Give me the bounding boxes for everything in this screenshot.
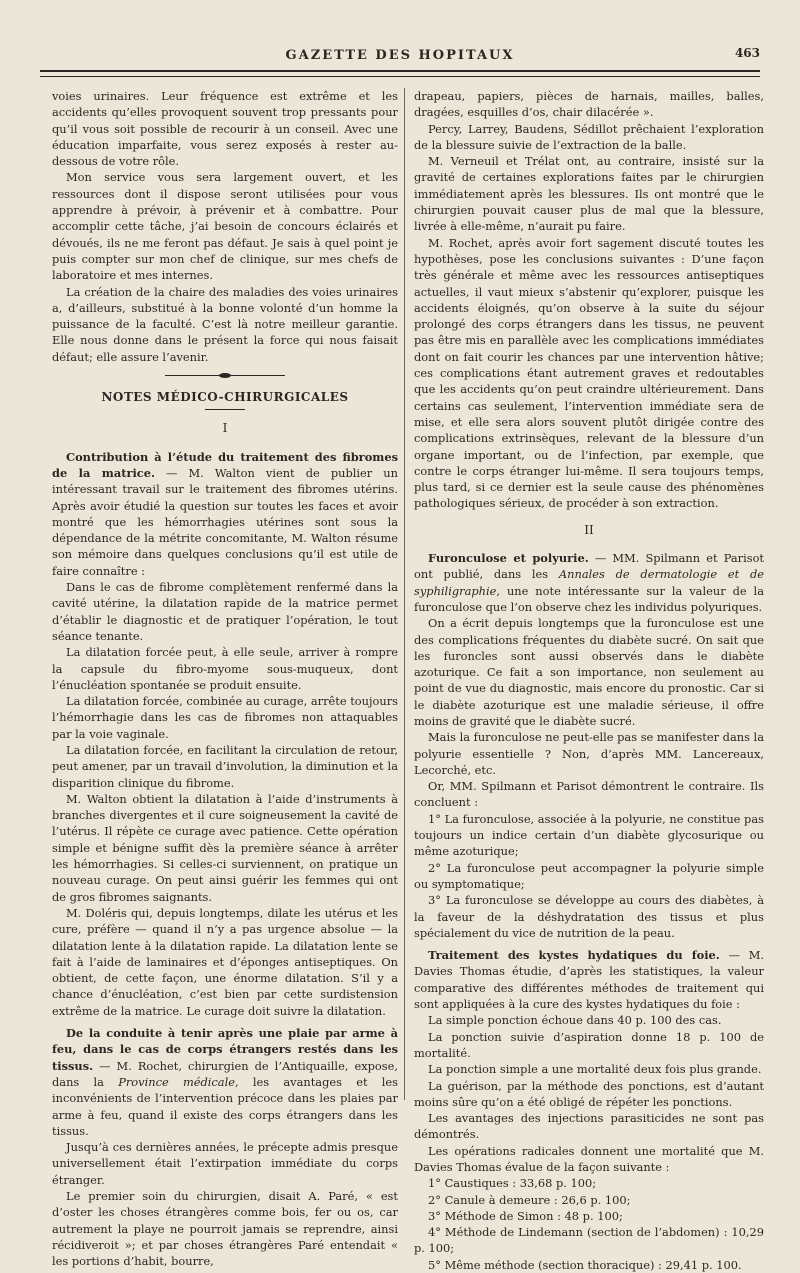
article-title: De la conduite à tenir après une plaie par arme à feu, dans le cas de corps étrangers restés dans les tissus.	[52, 1026, 398, 1073]
mortality-item: 4° Méthode de Lindemann (section de l’abdomen) : 10,29 p. 100;	[414, 1225, 764, 1256]
paragraph: M. Verneuil et Trélat ont, au contraire, insisté sur la gravité de certaines explorations faites par le chirurgien immédiatement après les blessures. Ils ont montré que le chirurgien pouvait causer plus de mal que la blessure, livrée à elle-même, n’aurait pu faire.	[414, 154, 764, 234]
paragraph: Le premier soin du chirurgien, disait A. Paré, « est d’oster les choses étrangères comme bois, fer ou os, car autrement la playe ne pourroit jamais se reprendre, ainsi récidiveroit »; et par choses étrangères Paré entendait « les portions d’habit, bourre,	[52, 1189, 398, 1269]
paragraph: voies urinaires. Leur fréquence est extrême et les accidents qu’elles provoquent souvent trop pressants pour qu’il vous soit possible de recourir à un conseil. Avec une éducation imparfaite, vous serez exposés à rester au-dessous de votre rôle.	[52, 89, 398, 169]
right-column	[414, 88, 764, 1273]
paragraph: La création de la chaire des maladies des voies urinaires a, d’ailleurs, substitué à la bonne volonté d’un homme la puissance de la faculté. C’est là notre meilleur garantie. Elle nous donne dans le présent la force qui nous faisait défaut; elle assure l’avenir.	[52, 284, 398, 364]
conclusion-item: 1° La furonculose, associée à la polyurie, ne constitue pas toujours un indice certain d’un diabète glycosurique ou même azoturique;	[414, 811, 764, 859]
article-lead-cont: , une note intéressante sur la valeur de la furonculose que l’on observe chez les individus polyuriques.	[414, 583, 764, 614]
article-title: Contribution à l’étude du traitement des fibromes de la matrice.	[52, 449, 398, 480]
mortality-item: 3° Méthode de Simon : 48 p. 100;	[428, 1208, 623, 1223]
article-lead: — MM. Spilmann et Parisot ont publié, dans les	[414, 551, 765, 582]
section-number: I	[222, 421, 228, 436]
paragraph: La simple ponction échoue dans 40 p. 100 des cas.	[428, 1013, 722, 1028]
article-lead: — M. Walton vient de publier un intéressant travail sur le traitement des fibromes utérins. Après avoir étudié la question sur toutes les faces et avoir montré que les hémorrhagies utérines sont sous la dépendance de la métrite concomitante, M. Walton résume son mémoire dans quelques conclusions qu’il est utile de faire connaître :	[52, 465, 398, 578]
article-title: Traitement des kystes hydatiques du foie.	[428, 948, 720, 963]
paragraph: Mais la furonculose ne peut-elle pas se manifester dans la polyurie essentielle ? Non, d’après MM. Lancereaux, Lecorché, etc.	[414, 730, 764, 777]
paragraph: M. Walton obtient la dilatation à l’aide d’instruments à branches divergentes et il cure soigneusement la cavité de l’utérus. Il répète ce curage avec patience. Cette opération simple et bénigne suffit dès la première séance à arrêter les hémorrhagies. Si celles-ci surviennent, on pratique un nouveau curage. On peut ainsi guérir les femmes qui ont de gros fibromes saignants.	[52, 791, 398, 904]
section-number: II	[584, 522, 594, 537]
paragraph: La guérison, par la méthode des ponctions, est d’autant moins sûre qu’on a été obligé de répéter les ponctions.	[414, 1078, 764, 1109]
conclusion-item: 2° La furonculose peut accompagner la polyurie simple ou symptomatique;	[414, 860, 764, 891]
section-title: NOTES MÉDICO-CHIRURGICALES	[101, 390, 349, 405]
paragraph: Mon service vous sera largement ouvert, et les ressources dont il dispose seront utilisées pour vous apprendre à prévoir, à prévenir et à combattre. Pour accomplir cette tâche, j’ai besoin de concours éclairés et dévoués, ils ne me feront pas défaut. Je sais à quel point je puis compter sur mon chef de clinique, sur mes chefs de laboratoire et mes internes.	[52, 170, 398, 283]
ornamental-divider	[165, 373, 285, 379]
article-title: Furonculose et polyurie.	[428, 551, 589, 566]
article-kystes	[414, 947, 764, 1012]
paragraph: On a écrit depuis longtemps que la furonculose est une des complications fréquentes du diabète sucré. On sait que les furoncles sont aussi observés dans le diabète azoturique. Ce fait a son importance, non seulement au point de vue du diagnostic, mais encore du pronostic. Car si le diabète azoturique est une maladie sérieuse, il offre moins de gravité que le diabète sucré.	[414, 616, 764, 728]
short-rule	[205, 409, 245, 410]
paragraph: La ponction suivie d’aspiration donne 18 p. 100 de mortalité.	[414, 1029, 764, 1060]
paragraph: drapeau, papiers, pièces de harnais, mailles, balles, dragées, esquilles d’os, chair dilacérée ».	[414, 89, 764, 120]
page-number: 463	[734, 46, 760, 60]
paragraph: Percy, Larrey, Baudens, Sédillot prêchaient l’exploration de la blessure suivie de l’extraction de la balle.	[414, 121, 764, 152]
paragraph: Jusqu’à ces dernières années, le précepte admis presque universellement était l’extirpation immédiate du corps étranger.	[52, 1140, 398, 1187]
paragraph: La dilatation forcée, combinée au curage, arrête toujours l’hémorrhagie dans les cas de fibromes non attaquables par la voie vaginale.	[52, 694, 398, 741]
paragraph: Les opérations radicales donnent une mortalité que M. Davies Thomas évalue de la façon suivante :	[414, 1143, 764, 1174]
paragraph: M. Doléris qui, depuis longtemps, dilate les utérus et les cure, préfère — quand il n’y a pas urgence absolue — la dilatation lente à la dilatation rapide. La dilatation lente se fait à l’aide de laminaires et d’éponges antiseptiques. On obtient, de cette façon, une énorme dilatation. S’il y a chance d’énucléation, c’est bien par cette surdistension extrême de la matrice. Le curage doit suivre la dilatation.	[52, 905, 398, 1018]
paragraph: Dans le cas de fibrome complètement renfermé dans la cavité utérine, la dilatation rapide de la matrice permet d’établir le diagnostic et de pratiquer l’opération, le tout séance tenante.	[52, 580, 398, 643]
article-fibromes	[52, 449, 398, 579]
journal-name: Annales de dermatologie et de syphiligraphie	[414, 567, 764, 598]
header-rule-thick	[40, 70, 760, 72]
paragraph: La dilatation forcée, en facilitant la circulation de retour, peut amener, par un travail d’involution, la diminution et la disparition clinique du fibrome.	[52, 742, 398, 790]
page-header	[40, 44, 760, 84]
column-divider	[404, 88, 405, 1100]
paragraph: Or, MM. Spilmann et Parisot démontrent le contraire. Ils concluent :	[414, 779, 764, 810]
conclusion-item: 3° La furonculose se développe au cours des diabètes, à la faveur de la déshydratation des tissus et plus spécialement du vice de nutrition de la peau.	[414, 893, 764, 940]
article-lead: — M. Rochet, chirurgien de l’Antiquaille, expose, dans la	[52, 1058, 398, 1089]
article-plaie	[52, 1025, 398, 1139]
paragraph: M. Rochet, après avoir fort sagement discuté toutes les hypothèses, pose les conclusions suivantes : D’une façon très générale et même avec les ressources antiseptiques actuelles, il vaut mieux s’abstenir qu’explorer, puisque les accidents éloignés, qu’on observe à la suite du séjour prolongé des corps étrangers dans les tissus, ne peuvent pas être mis en parallèle avec les complications immédiates dont on fait courir les chances par une intervention hâtive; ces complications étant autrement graves et redoutables que les accidents qu’on peut craindre ultérieurement. Dans certains cas seulement, l’intervention immédiate sera de mise, et elle sera alors souvent plutôt dirigée contre des complications extrinsèques, relevant de la blessure d’un organe important, ou de l’infection, par exemple, que contre le corps étranger lui-même. Il sera toujours temps, plus tard, si ce dernier est la seule cause des phénomènes pathologiques sérieux, de procéder à son extraction.	[414, 235, 764, 511]
mortality-item: 5° Même méthode (section thoracique) : 29,41 p. 100.	[428, 1257, 742, 1272]
paragraph: Les avantages des injections parasiticides ne sont pas démontrés.	[414, 1111, 764, 1142]
header-rule-thin	[40, 76, 760, 77]
paragraph: La dilatation forcée peut, à elle seule, arriver à rompre la capsule du fibro-myome sous-muqueux, dont l’énucléation spontanée se produit ensuite.	[52, 645, 398, 692]
article-furonculose	[414, 550, 764, 615]
article-lead-cont: , les avantages et les inconvénients de l’intervention précoce dans les plaies par arme à feu, quand il existe des corps étrangers dans les tissus.	[52, 1074, 398, 1138]
paragraph: La ponction simple a une mortalité deux fois plus grande.	[428, 1062, 762, 1077]
journal-name: Province médicale	[118, 1074, 235, 1089]
left-column	[52, 88, 398, 1269]
mortality-item: 2° Canule à demeure : 26,6 p. 100;	[428, 1192, 631, 1207]
article-lead: — M. Davies Thomas étudie, d’après les statistiques, la valeur comparative des différentes méthodes de traitement qui sont appliquées à la cure des kystes hydatiques du foie :	[414, 948, 764, 1012]
journal-title: GAZETTE DES HOPITAUX	[285, 48, 515, 63]
mortality-item: 1° Caustiques : 33,68 p. 100;	[428, 1176, 597, 1191]
